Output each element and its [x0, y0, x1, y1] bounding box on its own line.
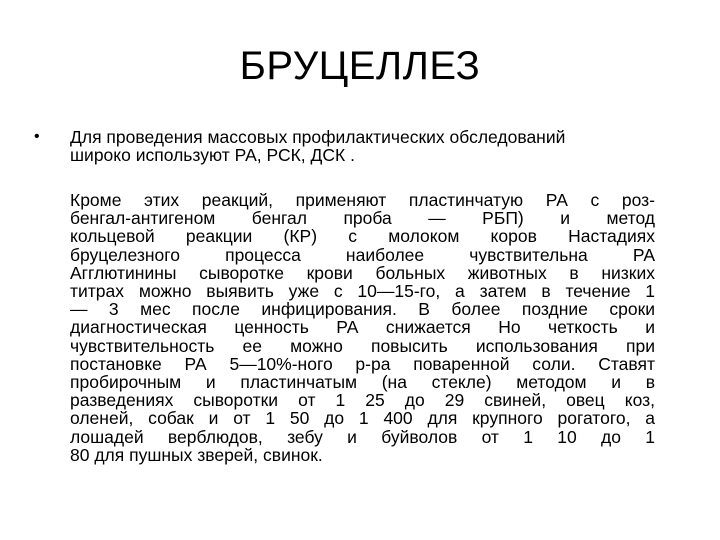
bullet-text: [70, 128, 674, 164]
paragraph-line: бруцелезного процесса наиболее чувствительна РА: [70, 244, 655, 265]
slide-title: БРУЦЕЛЛЕЗ: [239, 44, 481, 88]
paragraph-line: — 3 мес после инфицирования. В более поздние сроки: [70, 299, 655, 320]
paragraph-line: лошадей верблюдов, зебу и буйволов от 1 10 до 1: [70, 426, 655, 447]
paragraph-line: разведениях сыворотки от 1 25 до 29 свиней, овец коз,: [70, 390, 655, 411]
paragraph-line: Агглютинины сыворотке крови больных животных в низких: [70, 262, 655, 283]
bullet-line: Для проведения массовых профилактических обследований: [70, 127, 566, 147]
paragraph-line: чувствительность ее можно повысить использования при: [70, 335, 655, 356]
bullet-list: [34, 128, 674, 164]
paragraph-line: Кроме этих реакций, применяют пластинчатую РА с роз-: [70, 190, 655, 210]
body-paragraph: [70, 191, 655, 464]
paragraph-line: бенгал-антигеном бенгал проба — РБП) и метод: [70, 208, 655, 229]
paragraph-line: оленей, собак и от 1 50 до 1 400 для крупного рогатого, а: [70, 408, 655, 429]
bullet-item: [34, 128, 674, 164]
bullet-line: широко используют РА, РСК, ДСК .: [70, 145, 355, 165]
bullet-mark: •: [34, 128, 40, 145]
paragraph-line: постановке РА 5—10%-ного р-ра поваренной соли. Ставят: [70, 353, 655, 374]
paragraph-line: 80 для пушных зверей, свинок.: [70, 444, 323, 465]
paragraph-line: титрах можно выявить уже с 10—15-го, а затем в течение 1: [70, 281, 655, 302]
paragraph-line: диагностическая ценность РА снижается Но четкость и: [70, 317, 655, 338]
paragraph-line: пробирочным и пластинчатым (на стекле) методом и в: [70, 372, 655, 393]
paragraph-line: кольцевой реакции (КР) с молоком коров Настадиях: [70, 226, 655, 247]
